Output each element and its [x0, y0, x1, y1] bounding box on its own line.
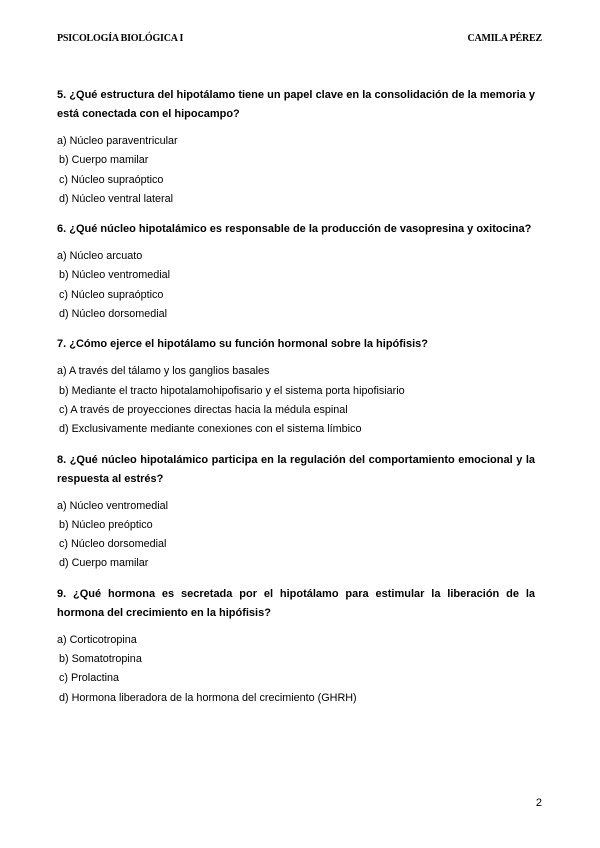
question-text: 6. ¿Qué núcleo hipotalámico es responsable de la producción de vasopresina y oxitocina? [57, 223, 532, 236]
option-item: c) Núcleo supraóptico [59, 173, 164, 186]
option-item: a) Corticotropina [57, 633, 137, 646]
question-text: 5. ¿Qué estructura del hipotálamo tiene un papel clave en la consolidación de la memoria y está conectada con el hipocampo? [57, 89, 535, 120]
option-item: a) A través del tálamo y los ganglios basales [57, 365, 270, 378]
option-item: a) Núcleo arcuato [57, 250, 143, 263]
option-item: c) Núcleo supraóptico [59, 288, 164, 301]
question-text: 9. ¿Qué hormona es secretada por el hipotálamo para estimular la liberación de la hormona del crecimiento en la hipófisis? [57, 587, 535, 619]
question-block [57, 451, 535, 574]
option-list [57, 631, 535, 708]
option-item: d) Núcleo dorsomedial [59, 308, 168, 321]
option-item: b) Núcleo preóptico [59, 518, 153, 531]
option-list [57, 247, 535, 324]
header-course-title: PSICOLOGÍA BIOLÓGICA I [57, 33, 184, 44]
question-text: 7. ¿Cómo ejerce el hipotálamo su función hormonal sobre la hipófisis? [57, 338, 429, 351]
page-number: 2 [535, 797, 542, 809]
option-list [57, 132, 535, 209]
option-item: b) Mediante el tracto hipotalamohipofisario y el sistema porta hipofisiario [59, 384, 405, 397]
question-block [57, 585, 535, 708]
option-item: a) Núcleo ventromedial [57, 499, 169, 512]
quiz-content [57, 86, 535, 719]
option-item: d) Exclusivamente mediante conexiones con el sistema límbico [59, 423, 362, 436]
option-item: d) Cuerpo mamilar [59, 557, 149, 570]
question-text: 8. ¿Qué núcleo hipotalámico participa en la regulación del comportamiento emocional y la respuesta al estrés? [57, 453, 535, 485]
option-item: b) Somatotropina [59, 653, 142, 666]
option-list [57, 497, 535, 574]
question-block [57, 220, 535, 324]
option-item: b) Núcleo ventromedial [59, 269, 171, 282]
question-block [57, 335, 535, 439]
option-item: d) Hormona liberadora de la hormona del crecimiento (GHRH) [59, 691, 357, 704]
option-item: b) Cuerpo mamilar [59, 154, 149, 167]
option-item: c) Núcleo dorsomedial [59, 538, 167, 551]
option-item: d) Núcleo ventral lateral [59, 192, 174, 205]
option-item: c) Prolactina [59, 672, 120, 685]
option-list [57, 362, 535, 439]
question-block [57, 86, 535, 209]
option-item: c) A través de proyecciones directas hacia la médula espinal [59, 403, 348, 416]
option-item: a) Núcleo paraventricular [57, 135, 178, 147]
header-author-name: CAMILA PÉREZ [467, 33, 542, 44]
